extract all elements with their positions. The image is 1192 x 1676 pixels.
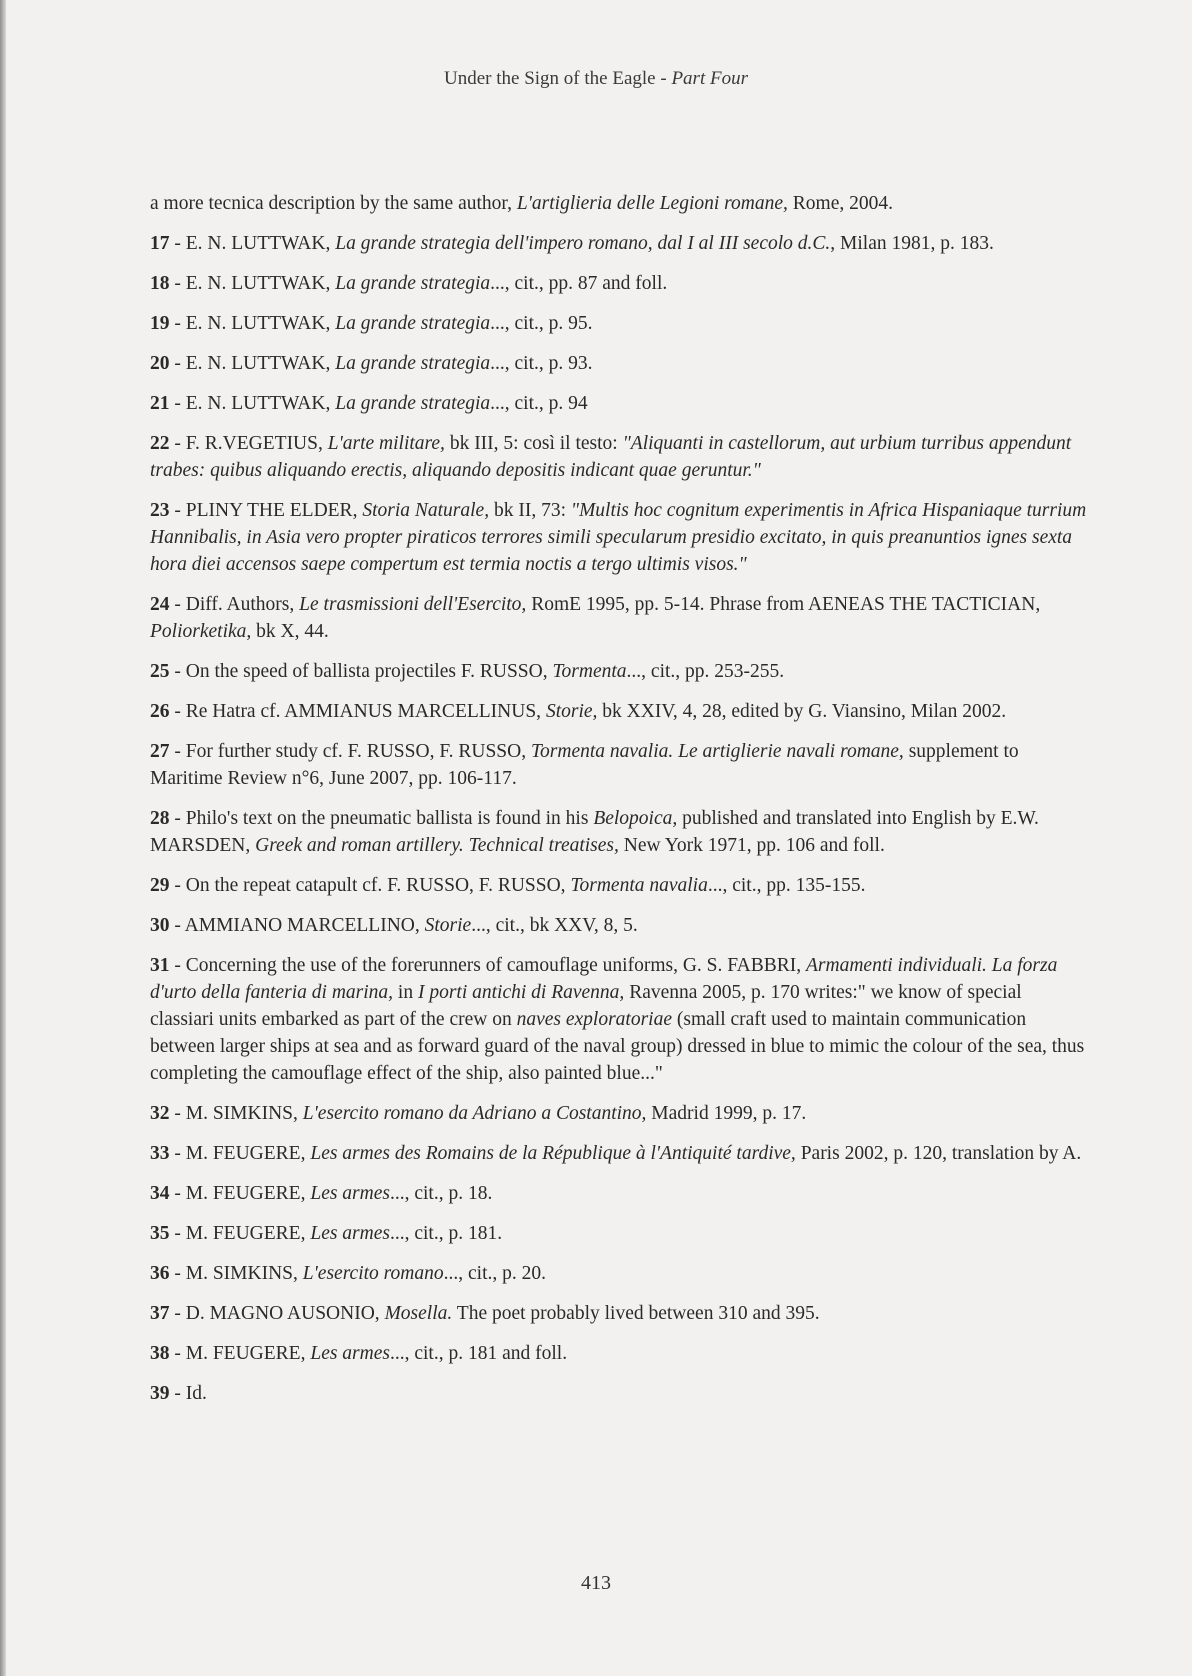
endnote-italic-text: La grande strategia — [335, 353, 491, 374]
endnote-number: 29 — [150, 875, 170, 896]
endnote-text: F. R.VEGETIUS, — [185, 433, 328, 454]
endnote-number: 18 — [150, 273, 170, 294]
endnote-italic-text: I porti antichi di Ravenna, — [417, 982, 625, 1003]
endnote-italic-text: Les armes — [310, 1223, 390, 1244]
endnote-text: ..., cit., bk XXV, 8, 5. — [471, 915, 638, 936]
endnote-number: 25 — [150, 661, 170, 682]
endnote-italic-text: La grande strategia — [335, 313, 491, 334]
page-number: 413 — [581, 1572, 611, 1594]
endnote-text: , Milan 1981, p. 183. — [830, 233, 994, 254]
endnote: 35 - M. FEUGERE, Les armes..., cit., p. 181. — [150, 1223, 503, 1244]
book-title: Under the Sign of the Eagle — [444, 68, 656, 89]
endnote-italic-text: Storie, — [545, 701, 598, 722]
endnote-italic-text: L'esercito romano — [302, 1263, 444, 1284]
endnote-italic-text: Storie — [424, 915, 472, 936]
endnotes-list — [150, 190, 1090, 1420]
endnote: 18 - E. N. LUTTWAK, La grande strategia..., cit., pp. 87 and foll. — [150, 273, 668, 294]
endnote-text: M. SIMKINS, — [185, 1103, 303, 1124]
endnote: 17 - E. N. LUTTWAK, La grande strategia dell'impero romano, dal I al III secolo d.C., Milan 1981, p. 183. — [150, 233, 994, 254]
endnote-text: bk II, 73: — [489, 500, 571, 521]
part-title: Part Four — [671, 68, 748, 89]
endnote-number: 27 — [150, 741, 170, 762]
endnote-number: 37 — [150, 1303, 170, 1324]
endnote-number: 21 — [150, 393, 170, 414]
endnote-number: 19 — [150, 313, 170, 334]
endnote-italic-text: L'esercito romano da Adriano a Costantino, — [302, 1103, 647, 1124]
header-separator: - — [660, 68, 667, 89]
endnote-text: ..., cit., pp. 135-155. — [707, 875, 866, 896]
endnote-number: 32 — [150, 1103, 170, 1124]
endnote-text: For further study cf. F. RUSSO, F. RUSSO, — [185, 741, 531, 762]
endnote-text: Ravenna 2005, p. 170 writes:" we know of special classiari units embarked as part of the crew on — [150, 982, 1022, 1030]
endnote-text: Re Hatra cf. AMMIANUS MARCELLINUS, — [185, 701, 546, 722]
endnote-text: ..., cit., p. 95. — [490, 313, 593, 334]
endnote-text: E. N. LUTTWAK, — [185, 353, 336, 374]
endnote: 38 - M. FEUGERE, Les armes..., cit., p. 181 and foll. — [150, 1343, 568, 1364]
endnote-text: Diff. Authors, — [185, 594, 300, 615]
endnote-text: New York 1971, pp. 106 and foll. — [618, 835, 885, 856]
endnote: 33 - M. FEUGERE, Les armes des Romains de la République à l'Antiquité tardive, Paris 2002, p. 120, translation by A. — [150, 1143, 1082, 1164]
endnote: 29 - On the repeat catapult cf. F. RUSSO, F. RUSSO, Tormenta navalia..., cit., pp. 135-155. — [150, 875, 866, 896]
endnote-text: M. SIMKINS, — [185, 1263, 303, 1284]
endnote: 23 - PLINY THE ELDER, Storia Naturale, bk II, 73: "Multis hoc cognitum experimentis in Africa Hispaniaque turrium Hannibalis, in Asia vero propter piraticos terrores simili specularum presidio excitato, in quis preanuntios ignes sexta hora diei accensos saepe compertum est termia noctis a tergo ultimis visos." — [150, 500, 1087, 575]
endnote — [150, 190, 1090, 217]
endnote-text: E. N. LUTTWAK, — [185, 273, 336, 294]
endnote-text: ..., cit., p. 93. — [490, 353, 593, 374]
endnote-text: published and translated into English by E.W. MARSDEN, — [150, 808, 1039, 856]
endnote: 27 - For further study cf. F. RUSSO, F. RUSSO, Tormenta navalia. Le artiglierie navali romane, supplement to Maritime Review n°6, June 2007, pp. 106-117. — [150, 741, 1019, 789]
endnote-number: 26 — [150, 701, 170, 722]
endnote-italic-text: L'artiglieria delle Legioni romane, — [516, 193, 788, 214]
endnote: 25 - On the speed of ballista projectiles F. RUSSO, Tormenta..., cit., pp. 253-255. — [150, 661, 785, 682]
endnote-italic-text: "Multis hoc cognitum experimentis in Africa Hispaniaque turrium Hannibalis, in Asia vero propter piraticos terrores simili specularum presidio excitato, in quis preanuntios ignes sexta hora diei accensos saepe compertum est termia noctis a tergo ultimis visos." — [150, 500, 1087, 575]
endnote-text: M. FEUGERE, — [185, 1183, 311, 1204]
endnote-text: D. MAGNO AUSONIO, — [185, 1303, 385, 1324]
endnote-text: a more tecnica description by the same author, — [150, 193, 517, 214]
endnote-text: PLINY THE ELDER, — [185, 500, 363, 521]
endnote-number: 39 — [150, 1383, 170, 1404]
endnote-text: Paris 2002, p. 120, translation by A. — [795, 1143, 1082, 1164]
endnote-italic-text: Les armes — [310, 1343, 390, 1364]
endnote-number: 28 — [150, 808, 170, 829]
endnote-text: ..., cit., p. 20. — [443, 1263, 546, 1284]
endnote-italic-text: Mosella. — [384, 1303, 453, 1324]
endnote-text: On the speed of ballista projectiles F. RUSSO, — [185, 661, 553, 682]
endnote: 21 - E. N. LUTTWAK, La grande strategia..., cit., p. 94 — [150, 393, 588, 414]
running-head — [0, 68, 1192, 90]
endnote-text: AMMIANO MARCELLINO, — [184, 915, 425, 936]
endnote-text: ..., cit., pp. 253-255. — [626, 661, 785, 682]
endnote-italic-text: Storia Naturale, — [362, 500, 490, 521]
endnote-text: Rome, 2004. — [787, 193, 893, 214]
endnote-number: 20 — [150, 353, 170, 374]
endnote: 24 - Diff. Authors, Le trasmissioni dell'Esercito, RomE 1995, pp. 5-14. Phrase from AENEAS THE TACTICIAN, Poliorketika, bk X, 44. — [150, 594, 1041, 642]
endnote: 22 - F. R.VEGETIUS, L'arte militare, bk III, 5: così il testo: "Aliquanti in castellorum, aut urbium turribus appendunt trabes: quibus aliquando erectis, aliquando depositis indicant quae geruntur." — [150, 433, 1072, 481]
endnote-text: ..., cit., pp. 87 and foll. — [490, 273, 668, 294]
endnote-number: 31 — [150, 955, 170, 976]
endnote-text: bk XXIV, 4, 28, edited by G. Viansino, Milan 2002. — [597, 701, 1007, 722]
endnote-italic-text: naves exploratoriae — [516, 1009, 672, 1030]
endnote-number: 24 — [150, 594, 170, 615]
endnote: 39 - Id. — [150, 1383, 207, 1404]
endnote-text: bk X, 44. — [251, 621, 329, 642]
endnote-italic-text: Le trasmissioni dell'Esercito, — [299, 594, 527, 615]
endnote-text: Philo's text on the pneumatic ballista is found in his — [185, 808, 594, 829]
endnote-italic-text: La grande strategia — [335, 273, 491, 294]
endnote-number: 38 — [150, 1343, 170, 1364]
endnote-text: bk III, 5: così il testo: — [444, 433, 623, 454]
endnote: 32 - M. SIMKINS, L'esercito romano da Adriano a Costantino, Madrid 1999, p. 17. — [150, 1103, 807, 1124]
endnote-text: E. N. LUTTWAK, — [185, 233, 336, 254]
endnote-number: 23 — [150, 500, 170, 521]
endnote-text: Madrid 1999, p. 17. — [646, 1103, 807, 1124]
endnote-italic-text: Tormenta navalia. Le artiglierie navali romane, — [530, 741, 904, 762]
endnote-text: ..., cit., p. 94 — [490, 393, 588, 414]
endnote-number: 30 — [150, 915, 170, 936]
endnote-text: Concerning the use of the forerunners of camouflage uniforms, G. S. FABBRI, — [185, 955, 807, 976]
endnote-text: E. N. LUTTWAK, — [185, 313, 336, 334]
endnote-number: 17 — [150, 233, 170, 254]
endnote-italic-text: La grande strategia dell'impero romano, dal I al III secolo d.C. — [335, 233, 831, 254]
page-edge-shadow — [0, 0, 6, 1676]
endnote: 37 - D. MAGNO AUSONIO, Mosella. The poet probably lived between 310 and 395. — [150, 1303, 820, 1324]
endnote-text: ..., cit., p. 18. — [389, 1183, 493, 1204]
endnote: 20 - E. N. LUTTWAK, La grande strategia..., cit., p. 93. — [150, 353, 593, 374]
endnote-text: ..., cit., p. 181 and foll. — [389, 1343, 568, 1364]
endnote: 36 - M. SIMKINS, L'esercito romano..., cit., p. 20. — [150, 1263, 546, 1284]
endnote: 30 - AMMIANO MARCELLINO, Storie..., cit., bk XXV, 8, 5. — [150, 915, 638, 936]
endnote-italic-text: Poliorketika, — [150, 621, 252, 642]
endnote-text: M. FEUGERE, — [185, 1343, 311, 1364]
endnote-text: ..., cit., p. 181. — [389, 1223, 503, 1244]
endnote-number: 34 — [150, 1183, 170, 1204]
endnote-italic-text: Les armes — [310, 1183, 390, 1204]
endnote-italic-text: Armamenti individuali. La forza d'urto della fanteria di marina, — [150, 955, 1058, 1003]
endnote-italic-text: Greek and roman artillery. Technical treatises, — [255, 835, 619, 856]
endnote: 19 - E. N. LUTTWAK, La grande strategia..., cit., p. 95. — [150, 313, 593, 334]
endnote-text: RomE 1995, pp. 5-14. Phrase from AENEAS THE TACTICIAN, — [526, 594, 1041, 615]
endnote-text: supplement to Maritime Review n°6, June 2007, pp. 106-117. — [150, 741, 1019, 789]
endnote-italic-text: "Aliquanti in castellorum, aut urbium turribus appendunt trabes: quibus aliquando erectis, aliquando depositis indicant quae geruntur." — [150, 433, 1072, 481]
endnote-number: 33 — [150, 1143, 170, 1164]
endnote-italic-text: Belopoica, — [593, 808, 678, 829]
endnote-italic-text: Les armes des Romains de la République à l'Antiquité tardive, — [310, 1143, 796, 1164]
endnote: 26 - Re Hatra cf. AMMIANUS MARCELLINUS, Storie, bk XXIV, 4, 28, edited by G. Viansino, Milan 2002. — [150, 701, 1007, 722]
endnote-text: in — [393, 982, 418, 1003]
endnote-text: M. FEUGERE, — [185, 1143, 311, 1164]
endnote: 28 - Philo's text on the pneumatic ballista is found in his Belopoica, published and translated into English by E.W. MARSDEN, Greek and roman artillery. Technical treatises, New York 1971, pp. 106 and foll. — [150, 808, 1039, 856]
endnote-text: Id. — [185, 1383, 207, 1404]
endnote-text: (small craft used to maintain communication between larger ships at sea and as forward guard of the naval group) dressed in blue to mimic the colour of the sea, thus completing the camouflage effect of the ship, also painted blue..." — [150, 1009, 1085, 1084]
endnote-number: 36 — [150, 1263, 170, 1284]
endnote-italic-text: Tormenta — [552, 661, 627, 682]
endnote-number: 22 — [150, 433, 170, 454]
endnote-text: The poet probably lived between 310 and 395. — [452, 1303, 820, 1324]
endnote-italic-text: L'arte militare, — [327, 433, 445, 454]
endnote-text: E. N. LUTTWAK, — [185, 393, 336, 414]
endnote-italic-text: La grande strategia — [335, 393, 491, 414]
endnote-text: On the repeat catapult cf. F. RUSSO, F. RUSSO, — [185, 875, 571, 896]
endnote: 31 - Concerning the use of the forerunners of camouflage uniforms, G. S. FABBRI, Armamenti individuali. La forza d'urto della fanteria di marina, in I porti antichi di Ravenna, Ravenna 2005, p. 170 writes:" we know of special classiari units embarked as part of the crew on naves exploratoriae (small craft used to maintain communication between larger ships at sea and as forward guard of the naval group) dressed in blue to mimic the colour of the sea, thus completing the camouflage effect of the ship, also painted blue..." — [150, 955, 1085, 1084]
endnote: 34 - M. FEUGERE, Les armes..., cit., p. 18. — [150, 1183, 493, 1204]
endnote-number: 35 — [150, 1223, 170, 1244]
endnote-italic-text: Tormenta navalia — [570, 875, 708, 896]
endnote-text: M. FEUGERE, — [185, 1223, 311, 1244]
